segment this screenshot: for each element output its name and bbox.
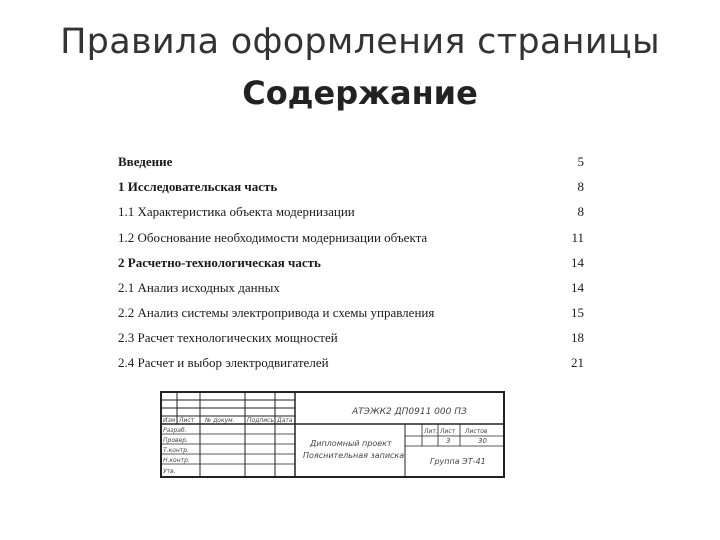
toc-entry-page: 14: [571, 255, 584, 270]
toc-row: [118, 355, 584, 373]
toc-row: [118, 179, 584, 197]
stamp-header-docnum: № докум.: [205, 417, 235, 424]
stamp-header-signature: Подпись: [247, 417, 274, 424]
toc-row: [118, 255, 584, 273]
toc-entry-page: 18: [571, 330, 584, 345]
toc-row: [118, 330, 584, 348]
toc-entry-page: 21: [571, 355, 584, 370]
toc-entry-title: 2.1 Анализ исходных данных: [118, 280, 280, 295]
stamp-lit-label: Лит.: [424, 428, 438, 435]
stamp-sheet-value: 3: [446, 437, 451, 445]
toc-entry-title: 2.3 Расчет технологических мощностей: [118, 330, 338, 345]
toc-entry-title: 2.4 Расчет и выбор электродвигателей: [118, 355, 329, 370]
toc-entry-page: 5: [577, 154, 584, 169]
toc-row: [118, 204, 584, 222]
stamp-sheet-label: Лист: [440, 428, 456, 435]
toc-row: [118, 154, 584, 172]
stamp-role-developer: Разраб.: [163, 427, 187, 434]
toc-entry-page: 15: [571, 305, 584, 320]
toc-entry-page: 8: [577, 179, 584, 194]
toc-entry-title: Введение: [118, 154, 173, 169]
toc-row: [118, 280, 584, 298]
toc-entry-title: 1 Исследовательская часть: [118, 179, 278, 194]
stamp-document-name: Дипломный проект: [310, 439, 392, 448]
stamp-header-izm: Изм: [163, 417, 176, 424]
stamp-sheets-label: Листов: [465, 428, 488, 435]
toc-entry-page: 14: [571, 280, 584, 295]
stamp-role-tech-control: Т.контр.: [163, 447, 190, 454]
stamp-designation: АТЭЖК2 ДП0911 000 ПЗ: [352, 407, 467, 417]
toc-entry-page: 11: [571, 230, 584, 245]
toc-row: [118, 230, 584, 248]
slide-title: Правила оформления страницы: [60, 22, 660, 62]
toc-entry-title: 1.1 Характеристика объекта модернизации: [118, 204, 355, 219]
stamp-role-norm-control: Н.контр.: [163, 457, 190, 464]
stamp-group: Группа ЭТ-41: [430, 457, 486, 466]
toc-row: [118, 305, 584, 323]
toc-entry-title: 1.2 Обоснование необходимости модернизации объекта: [118, 230, 428, 245]
toc-entry-title: 2.2 Анализ системы электропривода и схемы управления: [118, 305, 435, 320]
stamp-document-type: Пояснительная записка: [303, 451, 405, 460]
title-block-stamp: [160, 391, 505, 478]
stamp-header-list: Лист: [179, 417, 195, 424]
stamp-role-approved: Утв.: [163, 468, 176, 475]
toc-entry-title: 2 Расчетно-технологическая часть: [118, 255, 321, 270]
stamp-header-date: Дата: [277, 417, 293, 424]
stamp-role-checker: Провер.: [163, 437, 188, 444]
toc-entry-page: 8: [577, 204, 584, 219]
stamp-sheets-value: 30: [478, 437, 487, 445]
slide-subtitle: Содержание: [242, 74, 478, 112]
